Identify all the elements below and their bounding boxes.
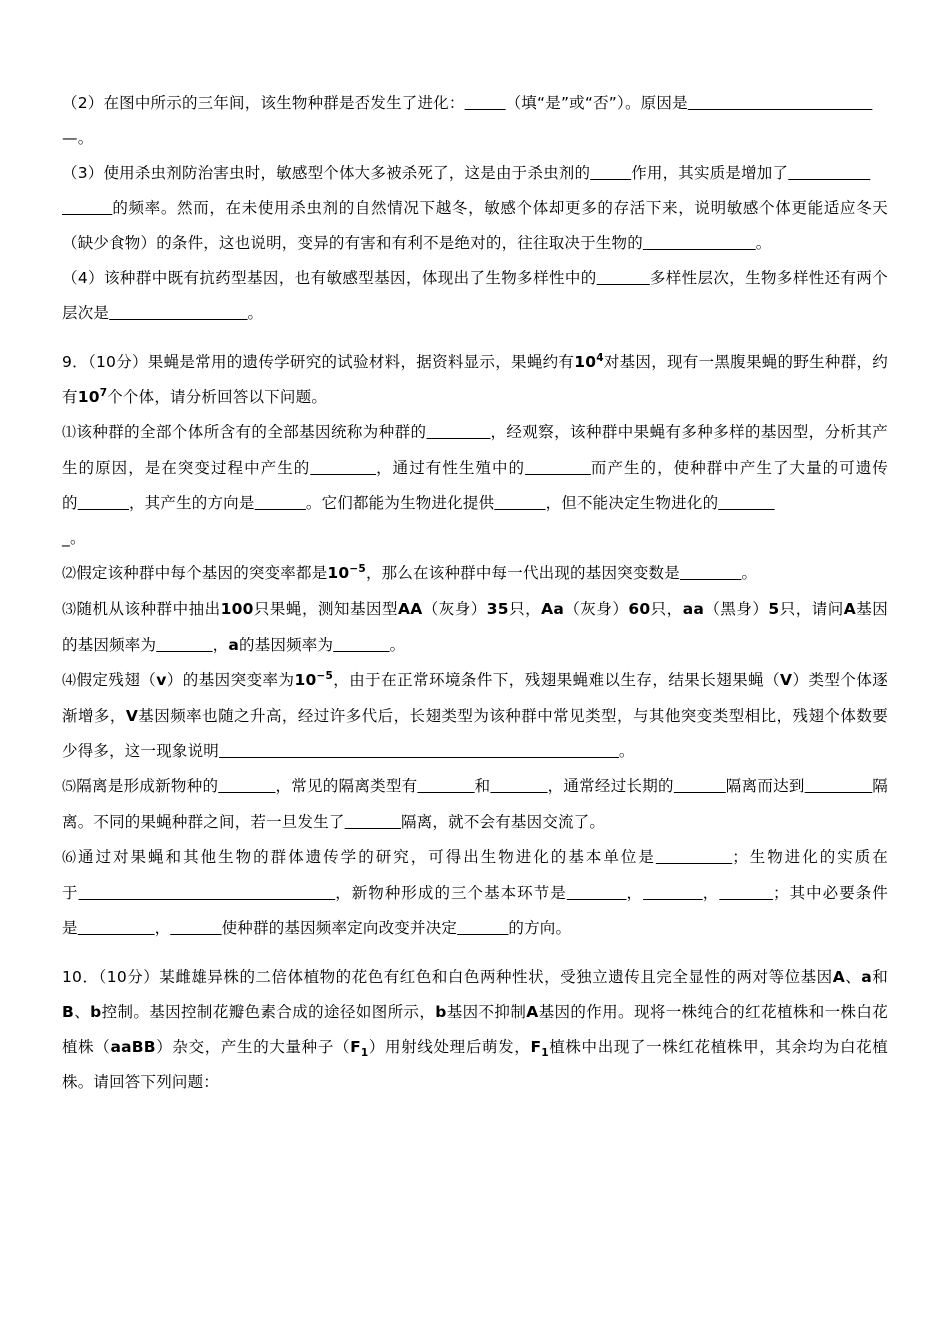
paragraph-spacer — [62, 331, 888, 345]
question-10-stem: 10．（10分）某雌雄异株的二倍体植物的花色有红色和白色两种性状，受独立遗传且完全显性的两对等位基因A、a和B、b控制。基因控制花瓣色素合成的途径如图所示，b基因不抑制A基因的作用。现将一株纯合的红花植株和一株白花植株（aaBB）杂交，产生的大量种子$(F_1)$用射线处理后萌发，$F_1$植株中出现了一株红花植株甲，其余均为白花植株。请回答下列问题： — [62, 968, 889, 1091]
question-9-stem: 9．（10分）果蝇是常用的遗传学研究的试验材料，据资料显示，果蝇约有$10^4$对基因，现有一黑腹果蝇的野生种群，约有$10^7$个个体，请分析回答以下问题。 — [62, 351, 888, 406]
item-2: （2）在图中所示的三年间，该生物种群是否发生了进化： （填“是”或“否”）。原因是 —。 — [62, 94, 688, 147]
question-9-item-1: ⑴该种群的全部个体所含有的全部基因统称为种群的 ，经观察，该种群中果蝇有多种多样的基因型，分析其产生的原因，是在突变过程中产生的 ，通过有性生殖中的 而产生的，使种群中产生了大量的可遗传的 ，其产生的方向是 。它们都能为生物进化提供 ，但不能决定生物进化的 _。 — [62, 423, 889, 547]
question-9-item-3: ⑶随机从该种群中抽出100只果蝇，测知基因型AA（灰身）35只，Aa（灰身）60只，aa（黑身）5只，请问A基因的基因频率为 ，a的基因频率为 。 — [62, 600, 888, 654]
question-9-item-2: ⑵假定该种群中每个基因的突变率都是$10^{-5}$，那么在该种群中每一代出现的基因突变数是 。 — [62, 562, 758, 582]
item-4: （4）该种群中既有抗药型基因，也有敏感型基因，体现出了生物多样性中的 多样性层次，生物多样性还有两个层次是 。 — [62, 269, 888, 322]
paragraph-spacer — [62, 946, 888, 960]
question-9-item-4: ⑷假定残翅（v）的基因突变率为$10^{-5}$，由于在正常环境条件下，残翅果蝇难以生存，结果长翅果蝇（V）类型个体逐渐增多，V基因频率也随之升高，经过许多代后，长翅类型为该种群中常见类型，与其他突变类型相比，残翅个体数要少得多，这一现象说明 。 — [62, 669, 888, 760]
document-body — [62, 86, 888, 1100]
item-3: （3）使用杀虫剂防治害虫时，敏感型个体大多被杀死了，这是由于杀虫剂的 作用，其实质是增加了 的频率。然而，在未使用杀虫剂的自然情况下越冬，敏感个体却更多的存活下来，说明敏感个体更能适应冬天（缺少食物）的条件，这也说明，变异的有害和有利不是绝对的，往往取决于生物的 。 — [62, 164, 888, 252]
question-9-item-6: ⑹通过对果蝇和其他生物的群体遗传学的研究，可得出生物进化的基本单位是 ；生物进化的实质在于 ，新物种形成的三个基本环节是 ， ， ；其中必要条件是 ， 使种群的基因频率定向改变并决定 的方向。 — [62, 848, 888, 937]
question-9-item-5: ⑸隔离是形成新物种的 ，常见的隔离类型有 和 ，通常经过长期的 隔离而达到 隔离。不同的果蝇种群之间，若一旦发生了 隔离，就不会有基因交流了。 — [62, 777, 888, 831]
